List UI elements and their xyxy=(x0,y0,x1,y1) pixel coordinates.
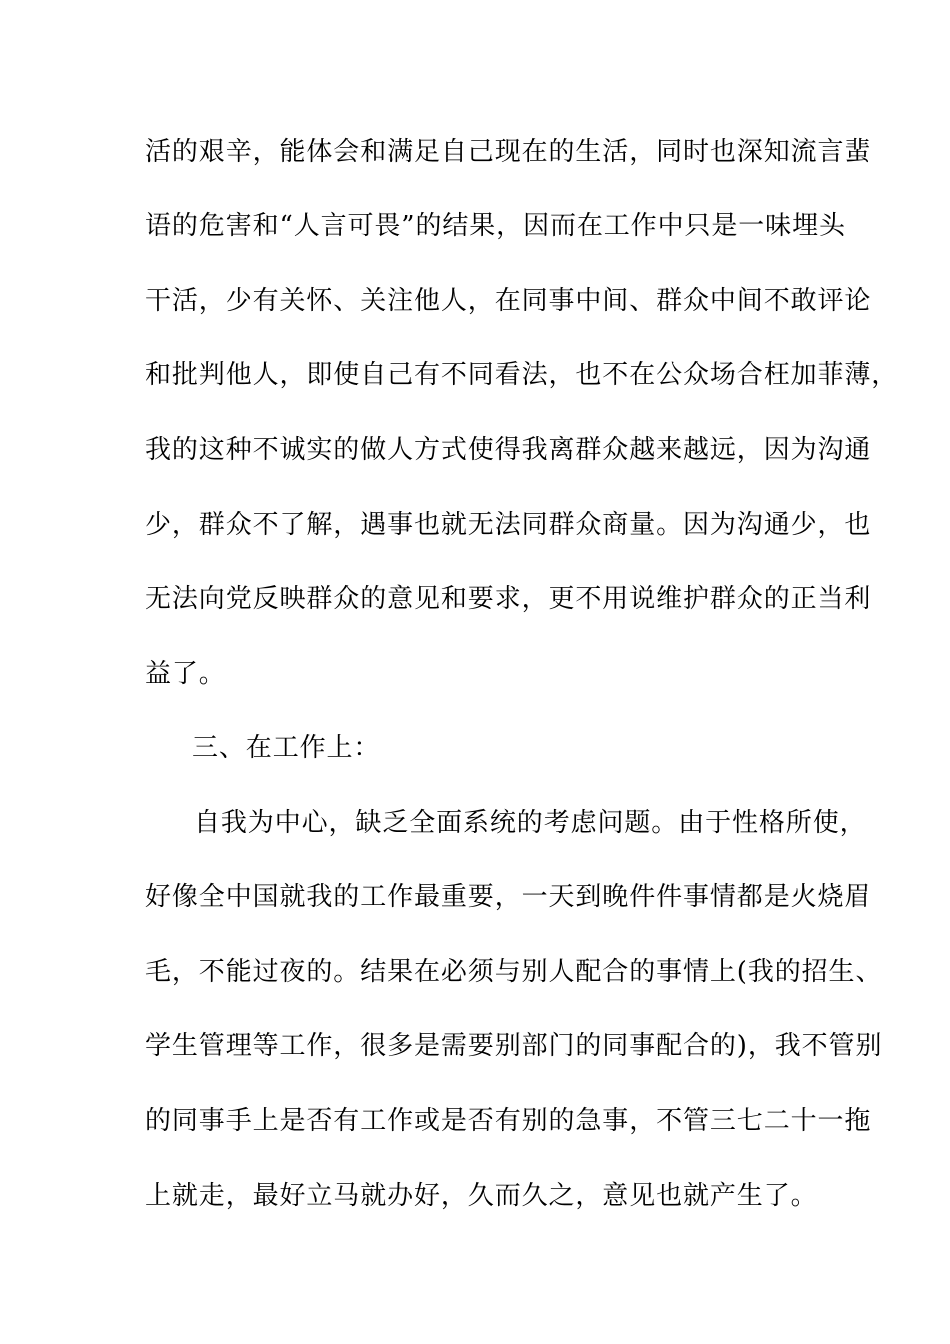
text-line: 益了。 xyxy=(145,659,226,689)
text-line: 和批判他人，即使自己有不同看法，也不在公众场合枉加菲薄， xyxy=(145,360,899,390)
section-heading: 三、在工作上： xyxy=(192,733,381,763)
text-line: 自我为中心，缺乏全面系统的考虑问题。由于性格所使， xyxy=(194,808,867,838)
text-line: 活的艰辛，能体会和满足自己现在的生活，同时也深知流言蜚 xyxy=(145,137,872,167)
text-line: 上就走，最好立马就办好，久而久之，意见也就产生了。 xyxy=(145,1181,818,1211)
text-line: 无法向党反映群众的意见和要求，更不用说维护群众的正当利 xyxy=(145,584,872,614)
text-line: 学生管理等工作，很多是需要别部门的同事配合的)，我不管别 xyxy=(145,1031,883,1061)
text-line: 我的这种不诚实的做人方式使得我离群众越来越远，因为沟通 xyxy=(145,435,872,465)
text-line: 好像全中国就我的工作最重要，一天到晚件件事情都是火烧眉 xyxy=(145,882,872,912)
text-line: 语的危害和“人言可畏”的结果，因而在工作中只是一味埋头 xyxy=(145,211,846,241)
text-line: 少，群众不了解，遇事也就无法同群众商量。因为沟通少，也 xyxy=(145,510,872,540)
text-line: 干活，少有关怀、关注他人，在同事中间、群众中间不敢评论 xyxy=(145,286,872,316)
text-line: 的同事手上是否有工作或是否有别的急事，不管三七二十一拖 xyxy=(145,1106,872,1136)
text-line: 毛，不能过夜的。结果在必须与别人配合的事情上(我的招生、 xyxy=(145,957,883,987)
